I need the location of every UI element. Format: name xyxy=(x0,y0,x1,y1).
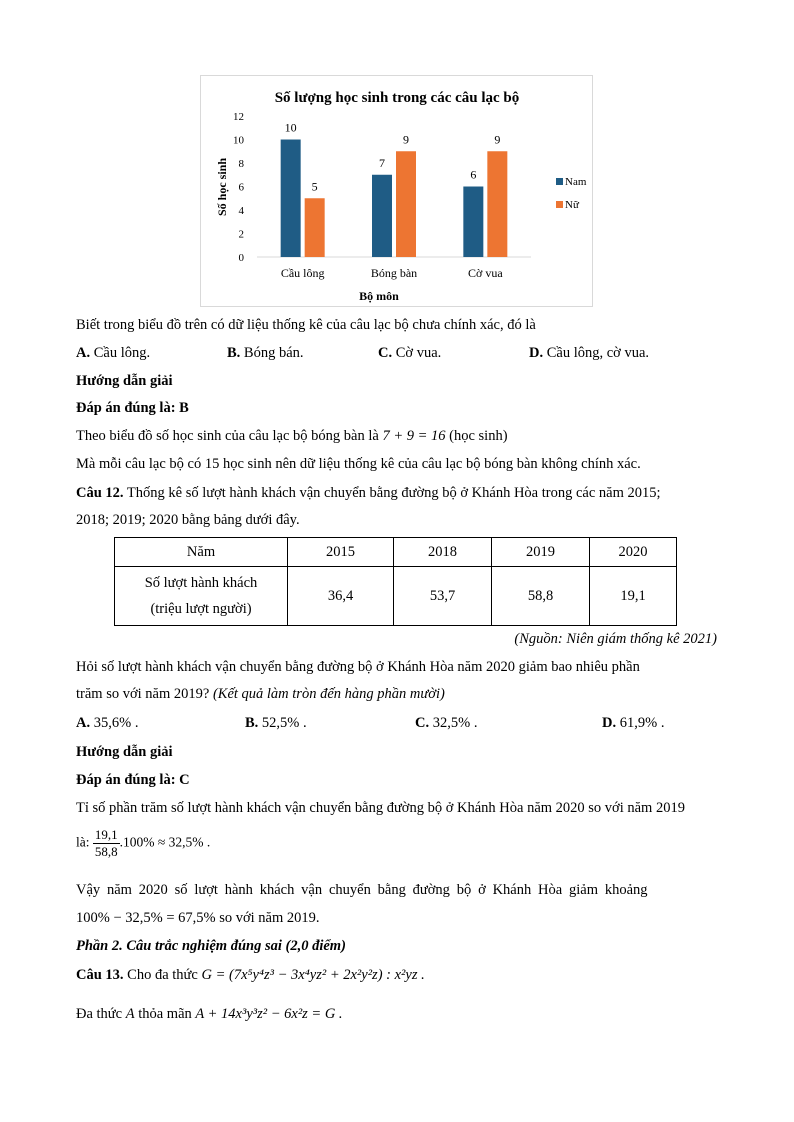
q12-table xyxy=(114,537,677,626)
table-cell: 58,8 xyxy=(492,567,590,626)
q11-option-a: A. Cầu lông. xyxy=(76,345,151,361)
x-tick-label: Cầu lông xyxy=(280,266,325,280)
bar-nữ xyxy=(487,151,507,257)
y-tick-label: 6 xyxy=(238,181,244,194)
chart-ylabel: Số học sinh xyxy=(215,157,229,217)
table-cell: 19,1 xyxy=(590,567,677,626)
y-tick-label: 4 xyxy=(238,205,244,217)
q12-option-d: D. 61,9% . xyxy=(602,715,665,731)
q12-guide-heading: Hướng dẫn giải xyxy=(76,744,173,760)
y-tick-label: 8 xyxy=(238,158,244,170)
y-tick-label: 2 xyxy=(238,228,244,241)
q12-solution-4: 100% − 32,5% = 67,5% so với năm 2019. xyxy=(76,910,320,926)
data-label: 9 xyxy=(494,132,501,147)
q12-option-b: B. 52,5% . xyxy=(245,715,307,731)
q11-solution-2: Mà mỗi câu lạc bộ có 15 học sinh nên dữ liệu thống kê của câu lạc bộ bóng bàn không chính xác. xyxy=(76,456,641,472)
bar-nữ xyxy=(396,151,416,257)
q12-answer: Đáp án đúng là: C xyxy=(76,772,190,788)
table-header: 2019 xyxy=(492,538,590,567)
q12-stem-1: Câu 12. Thống kê số lượt hành khách vận chuyển bằng đường bộ ở Khánh Hòa trong các năm 2015; xyxy=(76,485,661,501)
q11-option-d: D. Cầu lông, cờ vua. xyxy=(529,345,650,361)
legend-label: Nam xyxy=(565,176,587,188)
q11-option-c: C. Cờ vua. xyxy=(378,345,442,361)
q12-solution-3: Vậy năm 2020 số lượt hành khách vận chuyển bằng đường bộ ở Khánh Hòa giảm khoảng xyxy=(76,882,648,898)
data-label: 10 xyxy=(284,120,297,135)
bar-nam xyxy=(372,175,392,257)
table-header: 2020 xyxy=(590,538,677,567)
q12-solution-2: là: $\frac{19,1}{58,8}$ .100% ≈ 32,5% . xyxy=(76,827,211,859)
table-cell: 53,7 xyxy=(394,567,492,626)
q13-line-2: Đa thức A thỏa mãn A + 14x³y³z² − 6x²z = G . xyxy=(76,1006,343,1022)
q12-source: (Nguồn: Niên giám thống kê 2021) xyxy=(514,631,717,647)
polynomial-a: A + 14x³y³z² − 6x²z = G . xyxy=(195,1006,343,1022)
table-header: 2018 xyxy=(394,538,492,567)
chart-xlabel: Bộ môn xyxy=(359,289,399,303)
table-row-label: Số lượt hành khách (triệu lượt người) xyxy=(115,567,288,626)
polynomial-g: G = (7x⁵y⁴z³ − 3x⁴yz² + 2x²y²z) : x²yz . xyxy=(201,967,425,983)
chart-title: Số lượng học sinh trong các câu lạc bộ xyxy=(274,90,520,106)
q12-option-c: C. 32,5% . xyxy=(415,715,478,731)
table-header: Năm xyxy=(115,538,288,567)
x-tick-label: Bóng bàn xyxy=(370,266,418,280)
y-tick-label: 10 xyxy=(233,134,244,147)
legend-swatch xyxy=(556,201,563,208)
data-label: 5 xyxy=(311,179,318,194)
q12-stem-2: 2018; 2019; 2020 bằng bảng dưới đây. xyxy=(76,512,300,528)
q11-prompt: Biết trong biểu đồ trên có dữ liệu thống kê của câu lạc bộ chưa chính xác, đó là xyxy=(76,317,536,333)
q11-answer: Đáp án đúng là: B xyxy=(76,400,189,416)
legend-label: Nữ xyxy=(565,199,579,211)
bar-chart xyxy=(200,75,593,307)
fraction: $\frac{19,1}{58,8}$ xyxy=(94,827,118,859)
data-label: 7 xyxy=(379,155,385,170)
table-header: 2015 xyxy=(288,538,394,567)
bar-nam xyxy=(281,140,301,258)
q12-solution-1: Tỉ số phần trăm số lượt hành khách vận chuyển bằng đường bộ ở Khánh Hòa năm 2020 so với năm 2019 xyxy=(76,800,685,816)
q11-guide-heading: Hướng dẫn giải xyxy=(76,373,173,389)
table-cell: 36,4 xyxy=(288,567,394,626)
y-tick-label: 0 xyxy=(238,252,244,264)
q11-solution-1: Theo biểu đồ số học sinh của câu lạc bộ bóng bàn là 7 + 9 = 16 (học sinh) xyxy=(76,428,508,444)
bar-nam xyxy=(463,187,483,258)
q12-ask-1: Hỏi số lượt hành khách vận chuyển bằng đường bộ ở Khánh Hòa năm 2020 giảm bao nhiêu phần xyxy=(76,659,640,675)
q13-stem: Câu 13. Cho đa thức G = (7x⁵y⁴z³ − 3x⁴yz² + 2x²y²z) : x²yz . xyxy=(76,967,425,983)
data-label: 9 xyxy=(403,132,409,147)
q11-option-b: B. Bóng bán. xyxy=(227,345,304,361)
x-tick-label: Cờ vua xyxy=(467,266,503,280)
data-label: 6 xyxy=(470,167,477,182)
bar-nữ xyxy=(305,198,325,257)
q12-option-a: A. 35,6% . xyxy=(76,715,139,731)
q12-ask-2: trăm so với năm 2019? (Kết quả làm tròn đến hàng phần mười) xyxy=(76,686,445,702)
part2-heading: Phần 2. Câu trắc nghiệm đúng sai (2,0 điểm) xyxy=(76,938,346,954)
chart-canvas xyxy=(201,76,592,306)
y-tick-label: 12 xyxy=(233,111,244,123)
legend-swatch xyxy=(556,178,563,185)
